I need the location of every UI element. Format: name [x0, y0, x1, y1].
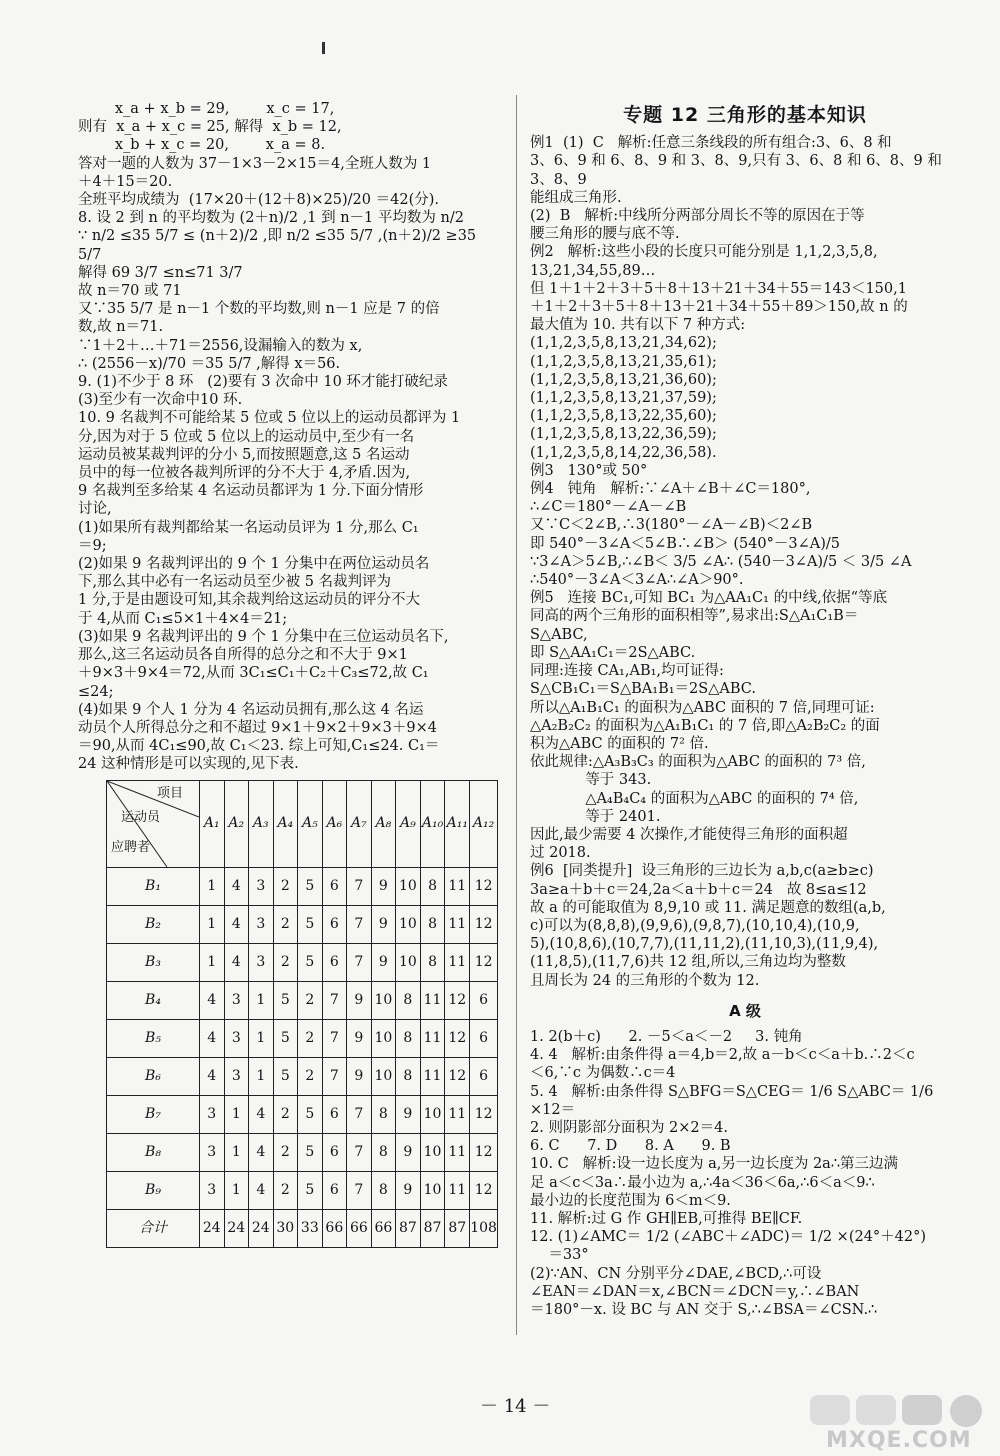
- column-header: A₄: [273, 780, 298, 867]
- corner-bottom-label: 应聘者: [111, 839, 151, 855]
- table-cell: 10: [396, 943, 421, 981]
- table-cell: 8: [420, 867, 445, 905]
- corner-mid-label: 运动员: [121, 809, 161, 825]
- table-cell: 5: [298, 905, 323, 943]
- table-cell: 12: [470, 1171, 498, 1209]
- row-header: B₇: [107, 1095, 200, 1133]
- text-line: c)可以为(8,8,8),(9,9,6),(9,8,7),(10,10,4),(10,9,: [530, 917, 860, 934]
- table-cell: 3: [249, 905, 274, 943]
- text-line: (1,1,2,3,5,8,14,22,36,58).: [530, 444, 717, 461]
- table-cell: 9: [347, 1019, 372, 1057]
- table-cell: 11: [445, 867, 470, 905]
- table-cell: 4: [249, 1133, 274, 1171]
- row-header: B₅: [107, 1019, 200, 1057]
- table-cell: 4: [224, 867, 249, 905]
- text-line: 1. 2(b＋c) 2. －5＜a＜－2 3. 钝角: [530, 1028, 803, 1045]
- table-cell: 9: [396, 1133, 421, 1171]
- text-line: ＝9;: [78, 537, 107, 554]
- table-cell: 10: [371, 1057, 396, 1095]
- text-line: (3)至少有一次命中10 环.: [78, 392, 243, 409]
- table-cell: 1: [249, 1019, 274, 1057]
- text-line: 24 这种情形是可以实现的,见下表.: [78, 756, 299, 773]
- text-line: ＝33°: [530, 1247, 589, 1264]
- text-line: 过 2018.: [530, 845, 591, 862]
- text-line: 8. 设 2 到 n 的平均数为 (2＋n)/2 ,1 到 n－1 平均数为 n/2: [78, 210, 464, 227]
- left-column: [78, 100, 498, 1248]
- text-line: 等于 343.: [530, 772, 652, 789]
- text-line: 最大值为 10. 共有以下 7 种方式:: [530, 317, 746, 334]
- table-cell: 3: [249, 867, 274, 905]
- text-line: 所以△A₁B₁C₁ 的面积为△ABC 面积的 7 倍,同理可证:: [530, 699, 875, 716]
- table-cell: 6: [470, 981, 498, 1019]
- table-cell: 5: [273, 1057, 298, 1095]
- table-cell: 87: [420, 1209, 445, 1247]
- text-line: S△ABC,: [530, 626, 588, 643]
- table-cell: 1: [224, 1133, 249, 1171]
- table-cell: 7: [347, 1171, 372, 1209]
- table-corner: [107, 780, 200, 867]
- table-cell: 4: [249, 1095, 274, 1133]
- table-cell: 2: [273, 867, 298, 905]
- table-cell: 4: [200, 1057, 225, 1095]
- table-cell: 11: [420, 1057, 445, 1095]
- table-cell: 5: [298, 943, 323, 981]
- table-cell: 5: [298, 1095, 323, 1133]
- text-line: (4)如果 9 个人 1 分为 4 名运动员拥有,那么这 4 名运: [78, 701, 424, 718]
- table-cell: 11: [420, 1019, 445, 1057]
- table-row: [107, 1095, 498, 1133]
- column-header: A₁: [200, 780, 225, 867]
- text-line: 4. 4 解析:由条件得 a＝4,b＝2,故 a－b＜c＜a＋b.∴2＜c: [530, 1047, 915, 1064]
- table-cell: 2: [273, 1133, 298, 1171]
- table-cell: 2: [298, 981, 323, 1019]
- table-cell: 8: [420, 943, 445, 981]
- table-row: [107, 981, 498, 1019]
- text-line: (1,1,2,3,5,8,13,21,37,59);: [530, 390, 717, 407]
- text-line: 13,21,34,55,89…: [530, 262, 656, 279]
- table-cell: 6: [470, 1057, 498, 1095]
- table-cell: 9: [347, 1057, 372, 1095]
- page-number: － 14 －: [480, 1396, 551, 1417]
- column-header: A₃: [249, 780, 274, 867]
- text-line: 能组成三角形.: [530, 189, 622, 206]
- table-cell: 5: [273, 981, 298, 1019]
- row-header: 合计: [107, 1209, 200, 1247]
- text-line: 腰三角形的腰与底不等.: [530, 226, 680, 243]
- table-cell: 3: [200, 1171, 225, 1209]
- text-line: ＋1＋2＋3＋5＋8＋13＋21＋34＋55＋89＞150,故 n 的: [530, 299, 908, 316]
- text-line: 即 540°－3∠A＜5∠B∴∠B＞ (540°－3∠A)/5: [530, 535, 841, 552]
- table-row: [107, 867, 498, 905]
- table-cell: 3: [224, 981, 249, 1019]
- table-cell: 7: [347, 867, 372, 905]
- text-line: 12. (1)∠AMC＝ 1/2 (∠ABC＋∠ADC)＝ 1/2 ×(24°＋42°): [530, 1229, 927, 1246]
- table-cell: 10: [371, 1019, 396, 1057]
- table-cell: 12: [470, 1095, 498, 1133]
- table-cell: 7: [347, 905, 372, 943]
- text-line: ≤24;: [78, 683, 114, 700]
- table-cell: 9: [371, 943, 396, 981]
- text-line: 分,因为对于 5 位或 5 位以上的运动员中,至少有一名: [78, 428, 415, 445]
- text-line: 5. 4 解析:由条件得 S△BFG＝S△CEG＝ 1/6 S△ABC＝ 1/6 ×12＝: [530, 1083, 938, 1118]
- table-cell: 7: [322, 1019, 347, 1057]
- table-cell: 87: [396, 1209, 421, 1247]
- table-cell: 12: [470, 1133, 498, 1171]
- table-cell: 7: [322, 981, 347, 1019]
- text-line: 例3 130°或 50°: [530, 462, 648, 479]
- answers-block: [530, 1028, 960, 1319]
- table-cell: 10: [420, 1095, 445, 1133]
- table-cell: 3: [249, 943, 274, 981]
- text-line: 9. (1)不少于 8 环 (2)要有 3 次命中 10 环才能打破纪录: [78, 374, 448, 391]
- text-line: (1,1,2,3,5,8,13,21,35,61);: [530, 353, 717, 370]
- table-row: [107, 1171, 498, 1209]
- text-line: (1,1,2,3,5,8,13,21,34,62);: [530, 335, 717, 352]
- table-cell: 87: [445, 1209, 470, 1247]
- text-line: △A₄B₄C₄ 的面积为△ABC 的面积的 7⁴ 倍,: [530, 790, 859, 807]
- table-cell: 11: [420, 981, 445, 1019]
- table-cell: 3: [224, 1019, 249, 1057]
- table-cell: 7: [347, 1095, 372, 1133]
- table-cell: 7: [322, 1057, 347, 1095]
- table-cell: 6: [470, 1019, 498, 1057]
- table-row: [107, 943, 498, 981]
- examples-block: [530, 134, 960, 990]
- text-line: 足 a＜c＜3a∴最小边为 a,∴4a＜36＜6a,∴6＜a＜9∴: [530, 1174, 875, 1191]
- text-line: 10. 9 名裁判不可能给某 5 位或 5 位以上的运动员都评为 1: [78, 410, 461, 427]
- table-cell: 1: [224, 1095, 249, 1133]
- text-line: (1)如果所有裁判都给某一名运动员评为 1 分,那么 C₁: [78, 519, 419, 536]
- table-cell: 11: [445, 1133, 470, 1171]
- table-cell: 3: [200, 1133, 225, 1171]
- table-cell: 24: [200, 1209, 225, 1247]
- table-cell: 10: [396, 867, 421, 905]
- table-cell: 6: [322, 867, 347, 905]
- text-line: 但 1＋1＋2＋3＋5＋8＋13＋21＋34＋55＝143＜150,1: [530, 280, 907, 297]
- table-cell: 6: [322, 905, 347, 943]
- table-cell: 10: [420, 1171, 445, 1209]
- text-line: 运动员被某裁判评的分小 5,而按照题意,这 5 名运动: [78, 446, 410, 463]
- table-cell: 12: [470, 943, 498, 981]
- text-line: 全班平均成绩为 (17×20＋(12＋8)×25)/20 ＝42(分).: [78, 192, 439, 209]
- table-cell: 5: [298, 1171, 323, 1209]
- table-cell: 9: [371, 905, 396, 943]
- text-line: 例1 (1) C 解析:任意三条线段的所有组合:3、6、8 和: [530, 135, 892, 152]
- text-line: 9 名裁判至多给某 4 名运动员都评为 1 分.下面分情形: [78, 483, 424, 500]
- table-cell: 1: [200, 905, 225, 943]
- table-cell: 8: [371, 1133, 396, 1171]
- table-cell: 8: [420, 905, 445, 943]
- score-table: [106, 780, 498, 1248]
- table-cell: 1: [249, 981, 274, 1019]
- table-cell: 66: [371, 1209, 396, 1247]
- text-line: 且周长为 24 的三角形的个数为 12.: [530, 972, 760, 989]
- table-cell: 1: [224, 1171, 249, 1209]
- right-column: [530, 100, 960, 1319]
- text-line: ＜6,∵c 为偶数∴c＝4: [530, 1065, 676, 1082]
- text-line: (1,1,2,3,5,8,13,21,36,60);: [530, 371, 717, 388]
- text-line: ∴∠C＝180°－∠A－∠B: [530, 499, 687, 516]
- table-cell: 11: [445, 1095, 470, 1133]
- text-line: 下,那么其中必有一名运动员至少被 5 名裁判评为: [78, 574, 392, 591]
- text-line: 例6 [同类提升] 设三角形的三边长为 a,b,c(a≥b≥c): [530, 863, 874, 880]
- text-line: 又∵35 5/7 是 n－1 个数的平均数,则 n－1 应是 7 的倍: [78, 301, 440, 318]
- column-header: A₁₀: [420, 780, 445, 867]
- table-cell: 66: [322, 1209, 347, 1247]
- table-cell: 9: [371, 867, 396, 905]
- watermark-text: MXQE.COM: [826, 1428, 972, 1453]
- corner-top-label: 项目: [157, 785, 184, 801]
- table-cell: 11: [445, 1171, 470, 1209]
- text-line: 故 a 的可能取值为 8,9,10 或 11. 满足题意的数组(a,b,: [530, 899, 886, 916]
- table-row: [107, 1057, 498, 1095]
- table-cell: 33: [298, 1209, 323, 1247]
- text-line: 积为△ABC 的面积的 7² 倍.: [530, 735, 709, 752]
- table-cell: 12: [445, 1057, 470, 1095]
- table-cell: 30: [273, 1209, 298, 1247]
- text-line: ∴ (2556－x)/70 ＝35 5/7 ,解得 x＝56.: [78, 355, 341, 372]
- text-line: (1,1,2,3,5,8,13,22,36,59);: [530, 426, 717, 443]
- table-cell: 8: [371, 1095, 396, 1133]
- text-line: ＝90,从而 4C₁≤90,故 C₁＜23. 综上可知,C₁≤24. C₁＝: [78, 738, 440, 755]
- text-line: (3)如果 9 名裁判评出的 9 个 1 分集中在三位运动员名下,: [78, 628, 449, 645]
- text-line: S△CB₁C₁＝S△BA₁B₁＝2S△ABC.: [530, 681, 756, 698]
- table-cell: 24: [249, 1209, 274, 1247]
- table-cell: 9: [396, 1171, 421, 1209]
- text-line: ∵1＋2＋…＋71＝2556,设漏输入的数为 x,: [78, 337, 363, 354]
- table-row: [107, 1133, 498, 1171]
- text-line: (11,8,5),(11,7,6)共 12 组,所以,三角边均为整数: [530, 954, 846, 971]
- row-header: B₄: [107, 981, 200, 1019]
- table-cell: 12: [445, 1019, 470, 1057]
- table-cell: 4: [224, 943, 249, 981]
- text-line: 例2 解析:这些小段的长度只可能分别是 1,1,2,3,5,8,: [530, 244, 878, 261]
- table-cell: 1: [200, 943, 225, 981]
- table-cell: 5: [298, 867, 323, 905]
- text-line: ∠EAN＝∠DAN＝x,∠BCN＝∠DCN＝y,∴∠BAN: [530, 1283, 860, 1300]
- table-cell: 2: [273, 1095, 298, 1133]
- table-cell: 2: [273, 905, 298, 943]
- text-line: 因此,最少需要 4 次操作,才能使得三角形的面积超: [530, 826, 848, 843]
- table-cell: 1: [200, 867, 225, 905]
- text-line: 即 S△AA₁C₁＝2S△ABC.: [530, 644, 696, 661]
- text-line: 例4 钝角 解析:∵∠A＋∠B＋∠C＝180°,: [530, 481, 811, 498]
- table-cell: 9: [396, 1095, 421, 1133]
- column-header: A₂: [224, 780, 249, 867]
- text-line: 讨论,: [78, 501, 112, 518]
- row-header: B₈: [107, 1133, 200, 1171]
- text-line: 同高的两个三角形的面积相等”,易求出:S△A₁C₁B＝: [530, 608, 859, 625]
- table-cell: 108: [470, 1209, 498, 1247]
- row-header: B₆: [107, 1057, 200, 1095]
- table-cell: 7: [347, 1133, 372, 1171]
- text-line: ∵3∠A＞5∠B,∴∠B＜ 3/5 ∠A∴ (540－3∠A)/5 ＜ 3/5 ∠A: [530, 553, 912, 570]
- table-cell: 66: [347, 1209, 372, 1247]
- table-cell: 2: [273, 1171, 298, 1209]
- table-row: [107, 1209, 498, 1247]
- text-line: 1 分,于是由题设可知,其余裁判给这运动员的评分不大: [78, 592, 421, 609]
- text-line: 同理:连接 CA₁,AB₁,均可证得:: [530, 663, 724, 680]
- table-cell: 12: [470, 905, 498, 943]
- text-line: (2) B 解析:中线所分两部分周长不等的原因在于等: [530, 208, 865, 225]
- column-header: A₁₁: [445, 780, 470, 867]
- table-cell: 12: [445, 981, 470, 1019]
- print-mark: [322, 42, 325, 54]
- column-header: A₇: [347, 780, 372, 867]
- table-cell: 5: [273, 1019, 298, 1057]
- text-line: △A₂B₂C₂ 的面积为△A₁B₁C₁ 的 7 倍,即△A₂B₂C₂ 的面: [530, 717, 880, 734]
- level-heading: A 级: [729, 1001, 761, 1020]
- text-line: 6. C 7. D 8. A 9. B: [530, 1138, 731, 1155]
- table-cell: 3: [200, 1095, 225, 1133]
- text-line: ＋4＋15＝20.: [78, 173, 173, 190]
- row-header: B₂: [107, 905, 200, 943]
- text-line: 员中的每一位被各裁判所评的分不大于 4,矛盾.因为,: [78, 465, 411, 482]
- text-line: 依此规律:△A₃B₃C₃ 的面积为△ABC 的面积的 7³ 倍,: [530, 754, 866, 771]
- column-header: A₈: [371, 780, 396, 867]
- table-cell: 11: [445, 943, 470, 981]
- table-cell: 4: [249, 1171, 274, 1209]
- text-line: 最小边的长度范围为 6＜m＜9.: [530, 1192, 731, 1209]
- text-line: 例5 连接 BC₁,可知 BC₁ 为△AA₁C₁ 的中线,依据“等底: [530, 590, 888, 607]
- text-line: 动员个人所得总分之和不超过 9×1＋9×2＋9×3＋9×4: [78, 719, 438, 736]
- table-cell: 6: [322, 943, 347, 981]
- text-line: 3、6、9 和 6、8、9 和 3、8、9,只有 3、6、8 和 6、8、9 和 3、8、9: [530, 153, 947, 188]
- table-cell: 8: [396, 1057, 421, 1095]
- section-title: 专题 12 三角形的基本知识: [623, 104, 867, 126]
- table-header-row: [107, 780, 498, 867]
- table-cell: 10: [371, 981, 396, 1019]
- table-cell: 9: [347, 981, 372, 1019]
- table-cell: 2: [298, 1019, 323, 1057]
- text-line: 3a≥a＋b＋c＝24,2a＜a＋b＋c＝24 故 8≤a≤12: [530, 881, 867, 898]
- text-line: (2)如果 9 名裁判评出的 9 个 1 分集中在两位运动员名: [78, 556, 430, 573]
- table-cell: 7: [347, 943, 372, 981]
- table-cell: 6: [322, 1171, 347, 1209]
- table-cell: 4: [200, 1019, 225, 1057]
- table-row: [107, 905, 498, 943]
- table-cell: 10: [396, 905, 421, 943]
- table-cell: 10: [420, 1133, 445, 1171]
- text-line: 等于 2401.: [530, 808, 661, 825]
- text-line: 数,故 n＝71.: [78, 319, 164, 336]
- column-header: A₁₂: [470, 780, 498, 867]
- table-cell: 11: [445, 905, 470, 943]
- text-line: 答对一题的人数为 37－1×3－2×15＝4,全班人数为 1: [78, 155, 432, 172]
- text-line: x_b + x_c = 20, x_a = 8.: [78, 137, 326, 154]
- text-line: ＋9×3＋9×4＝72,从而 3C₁≤C₁＋C₂＋C₃≤72,故 C₁: [78, 665, 429, 682]
- text-line: ＝180°－x. 设 BC 与 AN 交于 S,∴∠BSA＝∠CSN.∴: [530, 1302, 878, 1318]
- table-cell: 1: [249, 1057, 274, 1095]
- table-cell: 4: [200, 981, 225, 1019]
- table-cell: 6: [322, 1095, 347, 1133]
- table-cell: 24: [224, 1209, 249, 1247]
- row-header: B₉: [107, 1171, 200, 1209]
- text-line: 11. 解析:过 G 作 GH∥EB,可推得 BE∥CF.: [530, 1210, 803, 1227]
- table-cell: 2: [298, 1057, 323, 1095]
- table-cell: 12: [470, 867, 498, 905]
- text-line: 2. 则阴影部分面积为 2×2＝4.: [530, 1119, 728, 1136]
- text-line: 10. C 解析:设一边长度为 a,另一边长度为 2a∴第三边满: [530, 1156, 899, 1173]
- text-line: 那么,这三名运动员各自所得的总分之和不大于 9×1: [78, 647, 408, 664]
- column-divider: [516, 95, 517, 1335]
- text-line: 5),(10,8,6),(10,7,7),(11,11,2),(11,10,3),(11,9,4),: [530, 936, 879, 953]
- table-cell: 8: [396, 1019, 421, 1057]
- table-cell: 6: [322, 1133, 347, 1171]
- column-header: A₆: [322, 780, 347, 867]
- text-line: 又∵C＜2∠B,∴3(180°－∠A－∠B)＜2∠B: [530, 517, 813, 534]
- column-header: A₅: [298, 780, 323, 867]
- text-line: (1,1,2,3,5,8,13,22,35,60);: [530, 408, 717, 425]
- row-header: B₁: [107, 867, 200, 905]
- text-line: 解得 69 3/7 ≤n≤71 3/7: [78, 264, 243, 281]
- text-line: (2)∵AN、CN 分别平分∠DAE,∠BCD,∴可设: [530, 1265, 822, 1282]
- text-line: 故 n＝70 或 71: [78, 283, 182, 300]
- table-cell: 2: [273, 943, 298, 981]
- table-row: [107, 1019, 498, 1057]
- column-header: A₉: [396, 780, 421, 867]
- text-line: 于 4,从而 C₁≤5×1＋4×4＝21;: [78, 610, 288, 627]
- text-line: ∴540°－3∠A＜3∠A∴∠A＞90°.: [530, 572, 744, 589]
- table-cell: 8: [396, 981, 421, 1019]
- text-line: 则有 x_a + x_c = 25, 解得 x_b = 12,: [78, 119, 342, 136]
- text-line: x_a + x_b = 29, x_c = 17,: [78, 101, 335, 117]
- table-cell: 8: [371, 1171, 396, 1209]
- row-header: B₃: [107, 943, 200, 981]
- table-cell: 3: [224, 1057, 249, 1095]
- text-line: ∵ n/2 ≤35 5/7 ≤ (n＋2)/2 ,即 n/2 ≤35 5/7 ,(n＋2)/2 ≥35 5/7: [78, 228, 481, 263]
- table-cell: 5: [298, 1133, 323, 1171]
- table-cell: 4: [224, 905, 249, 943]
